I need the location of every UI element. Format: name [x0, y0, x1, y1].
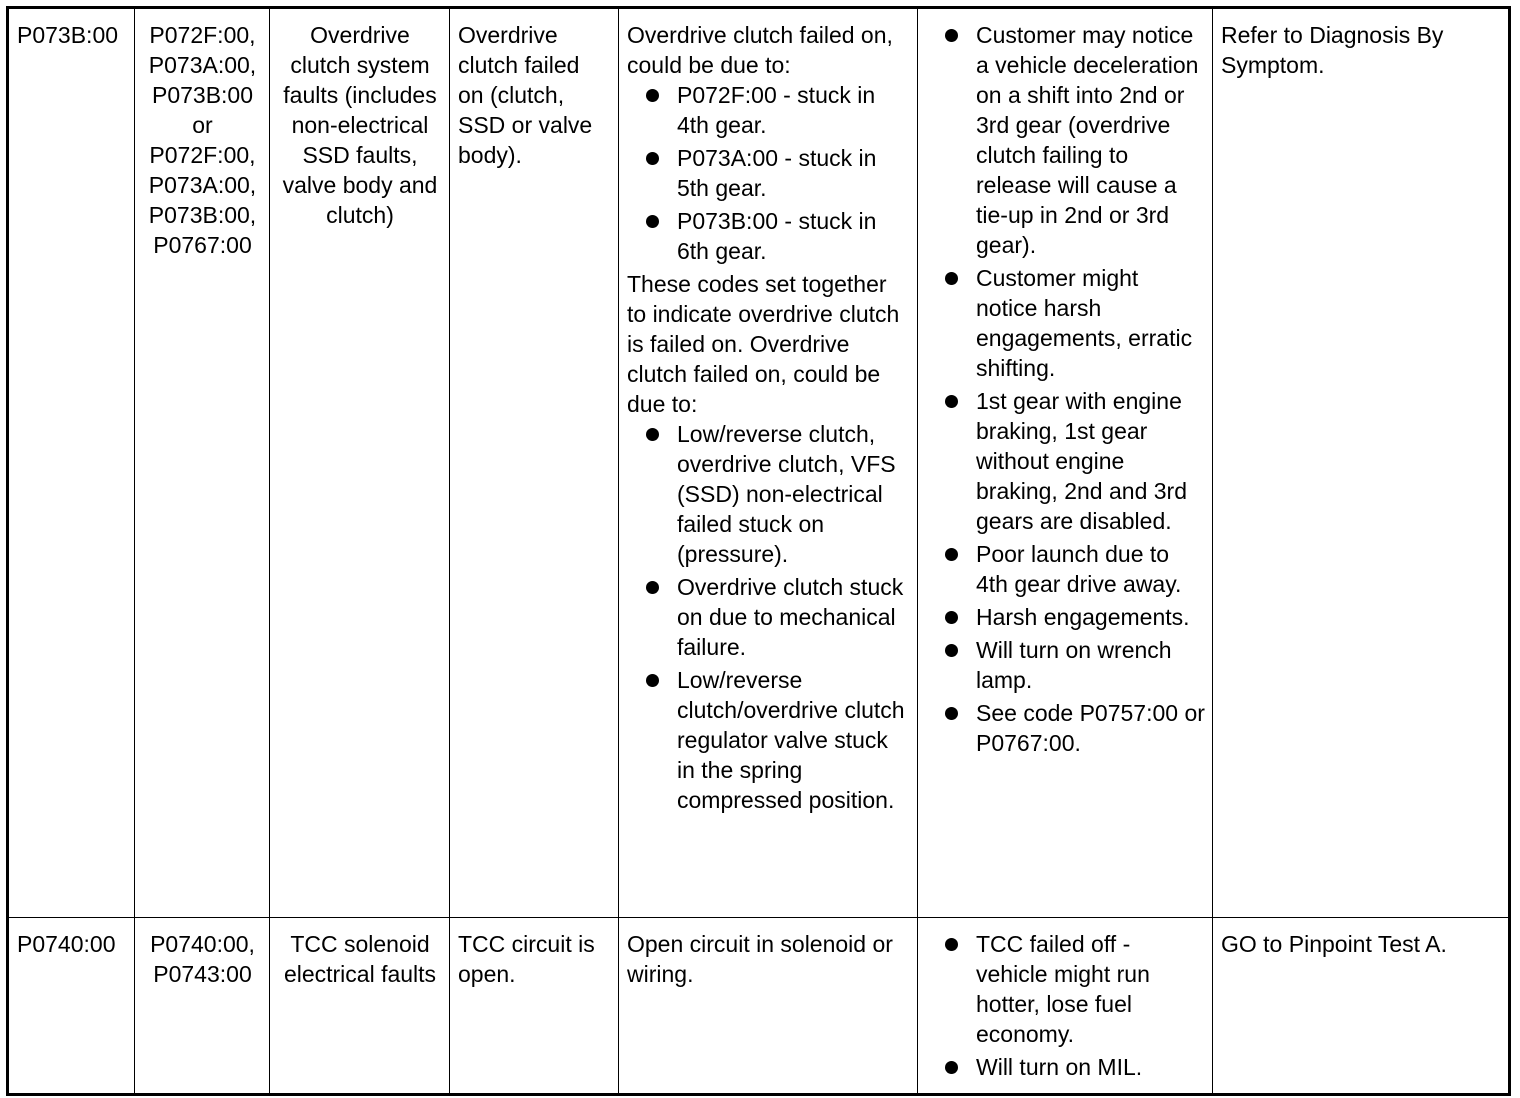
- related-code: or: [192, 112, 213, 138]
- condition-description: Overdrive clutch failed on (clutch, SSD or valve body).: [458, 22, 593, 168]
- list-item: P073A:00 - stuck in 5th gear.: [627, 143, 910, 203]
- system-description: TCC solenoid electrical faults: [283, 931, 437, 987]
- cause-intro: Open circuit in solenoid or wiring.: [627, 931, 893, 987]
- action-text: GO to Pinpoint Test A.: [1221, 931, 1447, 957]
- related-code: P072F:00,: [149, 142, 256, 168]
- related-code: P073B:00,: [148, 202, 257, 228]
- condition-description: TCC circuit is open.: [458, 931, 595, 987]
- list-item: Harsh engagements.: [926, 602, 1205, 632]
- system-description: Overdrive clutch system faults (includes non-electrical SSD faults, valve body and clutch): [282, 22, 438, 228]
- list-item: 1st gear with engine braking, 1st gear without engine braking, 2nd and 3rd gears are disabled.: [926, 386, 1205, 536]
- list-item: Customer may notice a vehicle deceleration on a shift into 2nd or 3rd gear (overdrive clutch failing to release will cause a tie-up in 2nd or 3rd gear).: [926, 20, 1205, 260]
- cause-intro: Overdrive clutch failed on, could be due to:: [627, 22, 893, 78]
- list-item: Low/reverse clutch/overdrive clutch regulator valve stuck in the spring compressed position.: [627, 665, 910, 815]
- system-cell: [270, 918, 450, 1095]
- cause-list: [627, 419, 910, 815]
- system-cell: [270, 8, 450, 918]
- cause-middle: These codes set together to indicate overdrive clutch is failed on. Overdrive clutch failed on, could be due to:: [627, 271, 900, 417]
- related-codes-cell: [135, 8, 270, 918]
- table-row: [8, 918, 1510, 1095]
- related-code: P073A:00,: [148, 172, 257, 198]
- condition-cell: [450, 8, 619, 918]
- list-item: Low/reverse clutch, overdrive clutch, VFS (SSD) non-electrical failed stuck on (pressure).: [627, 419, 910, 569]
- list-item: See code P0757:00 or P0767:00.: [926, 698, 1205, 758]
- cause-list: [627, 80, 910, 266]
- dtc-code: P0740:00: [17, 931, 116, 957]
- symptom-list: [926, 929, 1205, 1082]
- related-code: P0740:00,: [150, 931, 255, 957]
- list-item: Poor launch due to 4th gear drive away.: [926, 539, 1205, 599]
- symptoms-cell: [918, 918, 1213, 1095]
- symptoms-cell: [918, 8, 1213, 918]
- related-code: P0767:00: [153, 232, 252, 258]
- list-item: TCC failed off - vehicle might run hotter, lose fuel economy.: [926, 929, 1205, 1049]
- list-item: Customer might notice harsh engagements, erratic shifting.: [926, 263, 1205, 383]
- list-item: P073B:00 - stuck in 6th gear.: [627, 206, 910, 266]
- table-row: [8, 8, 1510, 918]
- list-item: Overdrive clutch stuck on due to mechanical failure.: [627, 572, 910, 662]
- dtc-table: [6, 6, 1511, 1096]
- dtc-code-cell: [8, 918, 135, 1095]
- related-code: P073B:00: [151, 82, 254, 108]
- related-code: P073A:00,: [148, 52, 257, 78]
- related-code: P0743:00: [153, 961, 252, 987]
- list-item: Will turn on MIL.: [926, 1052, 1205, 1082]
- related-codes-cell: [135, 918, 270, 1095]
- cause-cell: [619, 918, 918, 1095]
- list-item: Will turn on wrench lamp.: [926, 635, 1205, 695]
- condition-cell: [450, 918, 619, 1095]
- action-text: Refer to Diagnosis By Symptom.: [1221, 22, 1444, 78]
- action-cell: [1213, 918, 1510, 1095]
- list-item: P072F:00 - stuck in 4th gear.: [627, 80, 910, 140]
- cause-cell: [619, 8, 918, 918]
- dtc-code: P073B:00: [17, 22, 119, 48]
- dtc-code-cell: [8, 8, 135, 918]
- symptom-list: [926, 20, 1205, 758]
- action-cell: [1213, 8, 1510, 918]
- related-code: P072F:00,: [149, 22, 256, 48]
